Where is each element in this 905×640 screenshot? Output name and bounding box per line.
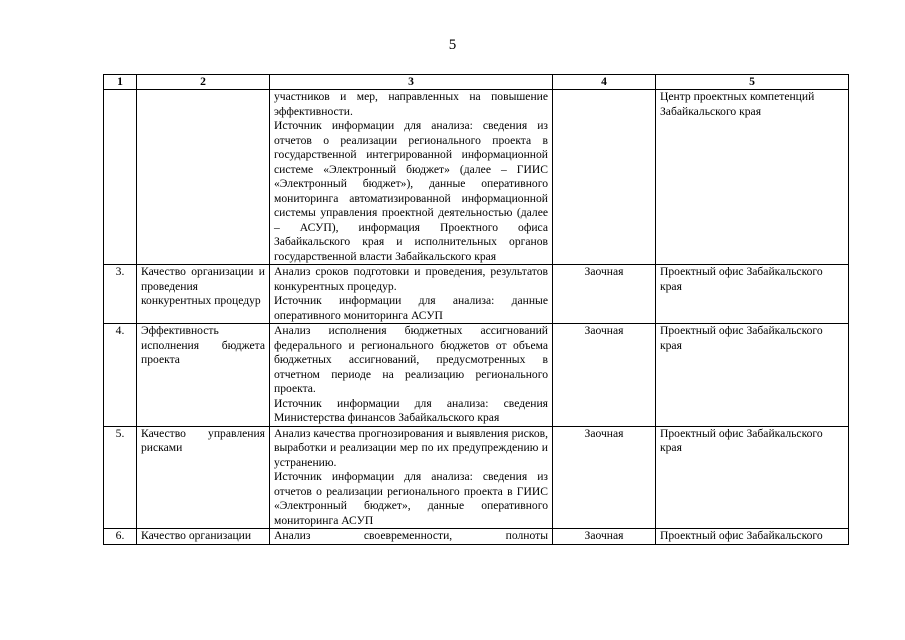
criterion-name: Качество организации и проведения конкурентных процедур <box>137 265 270 324</box>
table-row <box>104 426 849 529</box>
analysis-paragraph: Анализ исполнения бюджетных ассигнований федерального и регионального бюджетов от объема бюджетных ассигнований, предусмотренных в отчетном периоде на реализацию регионального проекта. <box>274 324 548 395</box>
analysis-cell <box>270 426 553 529</box>
analysis-cell <box>270 324 553 427</box>
analysis-paragraph: Анализ своевременности, полноты <box>274 529 548 542</box>
header-col-4: 4 <box>553 75 656 90</box>
row-number: 4. <box>104 324 137 427</box>
form-cell <box>553 90 656 265</box>
header-col-3: 3 <box>270 75 553 90</box>
analysis-cell <box>270 265 553 324</box>
table-row <box>104 529 849 545</box>
row-number <box>104 90 137 265</box>
row-number: 5. <box>104 426 137 529</box>
analysis-source: Источник информации для анализа: сведения из отчетов о реализации регионального проекта в ГИИС «Электронный бюджет», данные оперативного мониторинга АСУП <box>274 470 548 527</box>
table-row <box>104 90 849 265</box>
row-number: 6. <box>104 529 137 545</box>
analysis-source: Источник информации для анализа: данные оперативного мониторинга АСУП <box>274 294 548 322</box>
header-col-5: 5 <box>656 75 849 90</box>
form-cell: Заочная <box>553 529 656 545</box>
analysis-paragraph: участников и мер, направленных на повышение эффективности. <box>274 90 548 118</box>
responsible-cell: Проектный офис Забайкальского края <box>656 265 849 324</box>
responsible-cell: Центр проектных компетенций Забайкальского края <box>656 90 849 265</box>
form-cell: Заочная <box>553 265 656 324</box>
responsible-cell: Проектный офис Забайкальского <box>656 529 849 545</box>
row-number: 3. <box>104 265 137 324</box>
criterion-name: Качество организации <box>137 529 270 545</box>
header-col-1: 1 <box>104 75 137 90</box>
table-row <box>104 324 849 427</box>
criterion-name <box>137 90 270 265</box>
criterion-name: Эффективность исполнения бюджета проекта <box>137 324 270 427</box>
analysis-cell <box>270 90 553 265</box>
analysis-paragraph: Анализ качества прогнозирования и выявления рисков, выработки и реализации мер по их предупреждению и устранению. <box>274 426 548 469</box>
table-row <box>104 265 849 324</box>
table-header-row <box>104 75 849 90</box>
analysis-cell <box>270 529 553 545</box>
page-number: 5 <box>448 37 457 53</box>
form-cell: Заочная <box>553 426 656 529</box>
analysis-source: Источник информации для анализа: сведения Министерства финансов Забайкальского края <box>274 396 548 424</box>
analysis-source: Источник информации для анализа: сведения из отчетов о реализации регионального проекта в государственной интегрированной информационной системе «Электронный бюджет» (далее – ГИИС «Электронный бюджет»), данные оперативного мониторинга автоматизированной информационной системы управления проектной деятельностью (далее – АСУП), информация Проектного офиса Забайкальского края и исполнительных органов государственной власти Забайкальского края <box>274 119 548 263</box>
responsible-cell: Проектный офис Забайкальского края <box>656 426 849 529</box>
analysis-paragraph: Анализ сроков подготовки и проведения, результатов конкурентных процедур. <box>274 265 548 293</box>
responsible-cell: Проектный офис Забайкальского края <box>656 324 849 427</box>
header-col-2: 2 <box>137 75 270 90</box>
evaluation-table <box>103 74 849 545</box>
form-cell: Заочная <box>553 324 656 427</box>
criterion-name: Качество управления рисками <box>137 426 270 529</box>
